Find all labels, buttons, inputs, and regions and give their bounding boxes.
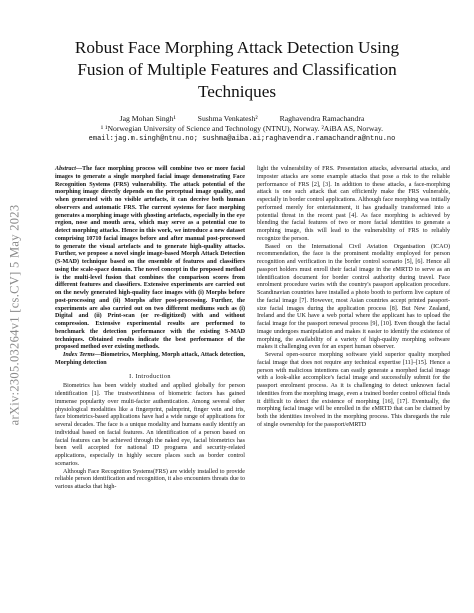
author-name: Sushma Venkatesh² <box>197 114 258 123</box>
body-paragraph: Biometrics has been widely studied and applied globally for person identification [1]. The trustworthiness of biometric factors has gained immense popularity over multi-factor authentication. Among several other physiological modalities like a fingerprint, palmprint, finger vein and iris, face biometrics-based applications have had a wide range of applications for several decades. The face is a unique modality and humans easily identify an individual based on facial features. An identification of a person based on facial features can be achieved through the naked eye, facial biometrics has been well accepted for national ID programs and security-related applications, especially in highly secure places such as border control scenarios. <box>55 383 245 467</box>
author-name: Jag Mohan Singh¹ <box>119 114 176 123</box>
left-column <box>55 166 245 492</box>
author-names <box>40 114 444 124</box>
index-terms-text: —Biometrics, Morphing, Morph attack, Attack detection, Morphing detection <box>55 352 245 366</box>
paper-title: Robust Face Morphing Attack Detection Using Fusion of Multiple Features and Classification Techniques <box>74 38 400 101</box>
author-affiliation: ¹ ¹Norwegian University of Science and Technology (NTNU), Norway. ²AiBA AS, Norway. <box>100 124 384 133</box>
author-name: Raghavendra Ramachandra <box>279 114 365 123</box>
right-column <box>257 166 450 430</box>
body-paragraph: light the vulnerability of FRS. Presentation attacks, adversarial attacks, and imposter attacks are some example attacks that pose a risk to the reliable performance of FRS [2], [3]. In addition to these attacks, a face-morphing attack is one such attack that can efficiently make the FRS vulnerable, especially in border control applications. Although face morphing was initially performed merely for entertainment, it has gradually transformed into a potential threat in the recent past [4]. As face morphing is achieved by blending the facial features of two or more facial identities to generate a morphing image, this will lead to the vulnerability of FRS to reliably recognize the person. <box>257 166 450 242</box>
abstract-text: —The face morphing process will combine two or more facial images to generate a single morphed facial image demonstrating Face Recognition Systems (FRS) vulnerability. The attack potential of the morphing image directly depends on the perceptual image quality, and when generated with no visible artefacts, it can deceive both human observers and automatic FRS. The current systems for face morphing generates a morphing image with ghosting artefacts, especially in the eye region, nose and mouth area, which may serve as a potential cue to detect morphing attacks. Hence in this work, we introduce a new dataset comprising 10710 facial images before and after manual post-processed to generate the visual artefacts and to generate high-quality attacks. Further, we propose a novel single image-based Morph Attack Detection (S-MAD) technique based on the ensemble of features and classifiers using the scale-space domain. The novel concept in the proposed method is the multi-level fusion that combines the comparison scores from different features and classifiers. Extensive experiments are carried out on the newly generated high-quality face images with (i) Morphs before post-processing and (ii) Morphs after post-processing. Further, the experiments are also carried out on two different mediums such as (i) Digital and (ii) Print-scan (or re-digitized) with and without compression. Extensive experimental results are performed to benchmark the detection performance with the existing S-MAD techniques. Obtained results indicate the best performance of the proposed method over existing methods. <box>55 166 245 351</box>
abstract-label: Abstract <box>55 166 76 172</box>
author-block <box>40 114 444 144</box>
arxiv-stamp-text: arXiv:2305.03264v1 [cs.CV] 5 May 2023 <box>7 204 22 426</box>
body-paragraph: Although Face Recognition Systems(FRS) are widely installed to provide reliable person identification and recognition, it also encounters threats due to various attacks that high- <box>55 468 245 490</box>
abstract <box>55 166 245 352</box>
body-paragraph: Based on the International Civil Aviation Organisation (ICAO) recommendation, the face is the prominent modality employed for person recognition and verification in the border control scenario [5], [6]. Hence all passport holders must enroll their facial image in the eMRTD to serve as an identification document for border control authority during travel. Face enrolment procedure varies with the country's passport application procedure. Scandinavian countries have installed a photo booth to perform live capture of the facial image [7]. However, most Asian countries accept printed passport-size facial images during the application process [8]. But New Zealand, Ireland and the UK have a web portal where the applicant has to upload the facial image for the passport renewal process [9], [10]. Even though the facial image undergoes manipulation and makes it easier to identify the existence of morphing, the availability of a variety of high-quality morphing software makes it challenging even for an expert human observer. <box>257 243 450 351</box>
index-terms-label: Index Terms <box>63 352 95 358</box>
author-email: email:jag.m.singh@ntnu.no; sushma@aiba.ai;raghavendra.ramachandra@ntnu.no <box>88 135 396 143</box>
arxiv-stamp <box>8 150 22 480</box>
body-paragraph: Several open-source morphing software yield superior quality morphed facial image that does not require any technical expertise [11]–[15]. Hence a person with malicious intentions can easily generate a morphed facial image with a look-alike accomplice's facial image and successfully submit for the passport enrolment process. As it is challenging to detect unknown facial identities from the morphing image, even a trained border control official finds it difficult to detect the existence of morphing [16], [17]. Eventually, the morphing facial image will be enrolled in the eMRTD that can be claimed by both the identities involved in the morphing process. This disregards the rule of single ownership for the passport/eMRTD <box>257 352 450 428</box>
index-terms <box>55 352 245 368</box>
section-heading: I. Introduction <box>129 372 171 380</box>
